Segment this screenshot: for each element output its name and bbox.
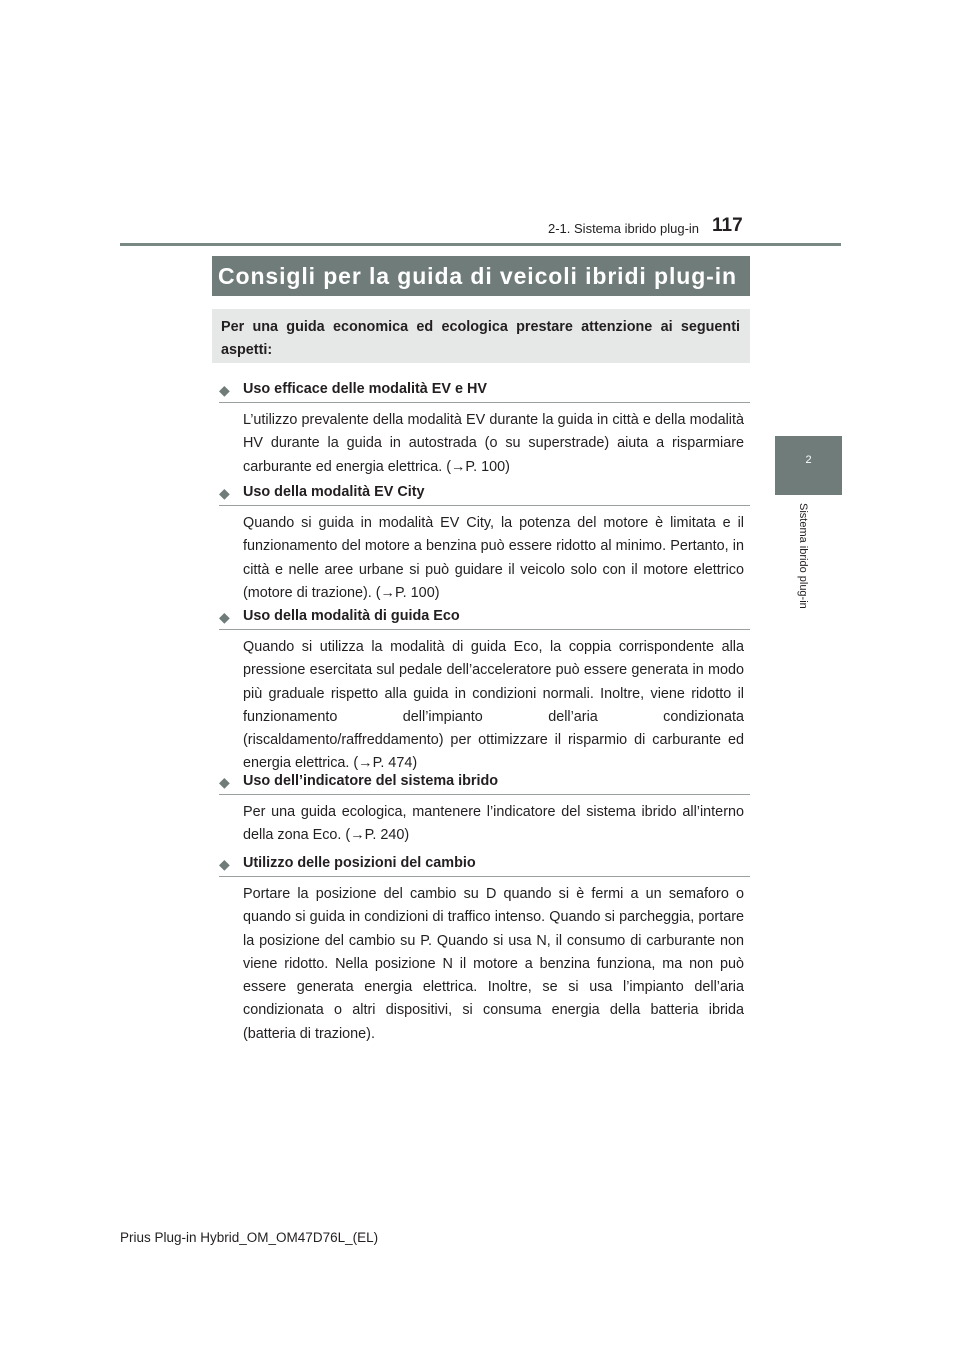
chapter-label: Sistema ibrido plug-in [797, 503, 809, 609]
section-body-ev-hv: L’utilizzo prevalente della modalità EV durante la guida in città e della modalità HV durante la guida in autostrada (o su superstrade) aiuta a risparmiare carburante ed energia elettrica. (→P. 100) [243, 412, 744, 475]
section-body-indicator: Per una guida ecologica, mantenere l’indicatore del sistema ibrido all’interno della zona Eco. (→P. 240) [243, 804, 744, 844]
header-rule [120, 243, 841, 246]
diamond-bullet-icon: ◆ [219, 774, 230, 790]
section-heading-text: Uso dell’indicatore del sistema ibrido [243, 773, 499, 789]
section-heading-indicator [219, 772, 750, 795]
section-heading-text: Uso della modalità EV City [243, 484, 425, 500]
diamond-bullet-icon: ◆ [219, 609, 230, 625]
footer-document-id: Prius Plug-in Hybrid_OM_OM47D76L_(EL) [120, 1230, 379, 1245]
diamond-bullet-icon: ◆ [219, 382, 230, 398]
chapter-tab [775, 436, 842, 495]
section-body-eco: Quando si utilizza la modalità di guida Eco, la coppia corrispondente alla pressione esercitata sul pedale dell’acceleratore può essere generata in modo più graduale rispetto alla guida in condizioni normali. Inoltre, viene ridotto il funzionamento dell’impianto dell’aria condizionata (riscaldamento/raffreddamento) per ottimizzare il risparmio di carburante ed energia elettrica. (→P. 474) [243, 639, 744, 772]
header-section-title: 2-1. Sistema ibrido plug-in [548, 221, 700, 236]
section-body-gear: Portare la posizione del cambio su D quando si è fermi a un semaforo o quando si guida in condizioni di traffico intenso. Quando si parcheggia, portare la posizione del cambio su P. Quando si usa N, il consumo di carburante non viene ridotto. Nella posizione N il motore a benzina funziona, ma non può essere generata energia elettrica. Inoltre, se si usa l’impianto dell’aria condizionata o altri dispositivi, si consuma energia della batteria ibrida (batteria di trazione). [243, 886, 744, 1042]
diamond-bullet-icon: ◆ [219, 485, 230, 501]
section-heading-gear [219, 854, 750, 877]
diamond-bullet-icon: ◆ [219, 856, 230, 872]
section-body-ev-city: Quando si guida in modalità EV City, la potenza del motore è limitata e il funzionamento del motore a benzina può essere ridotto al minimo. Pertanto, in città e nelle aree urbane si può guidare il veicolo solo con il motore elettrico (motore di trazione). (→P. 100) [243, 515, 744, 601]
section-heading-text: Uso efficace delle modalità EV e HV [243, 381, 487, 397]
chapter-number: 2 [805, 454, 812, 466]
section-heading-text: Uso della modalità di guida Eco [243, 608, 460, 624]
section-heading-ev-hv [219, 380, 750, 403]
page-title: Consigli per la guida di veicoli ibridi plug-in [212, 256, 750, 296]
intro-box: Per una guida economica ed ecologica prestare attenzione ai seguenti aspetti: [212, 309, 750, 363]
section-heading-text: Utilizzo delle posizioni del cambio [243, 855, 476, 871]
section-heading-ev-city [219, 483, 750, 506]
section-heading-eco [219, 607, 750, 630]
page-number: 117 [712, 215, 743, 236]
